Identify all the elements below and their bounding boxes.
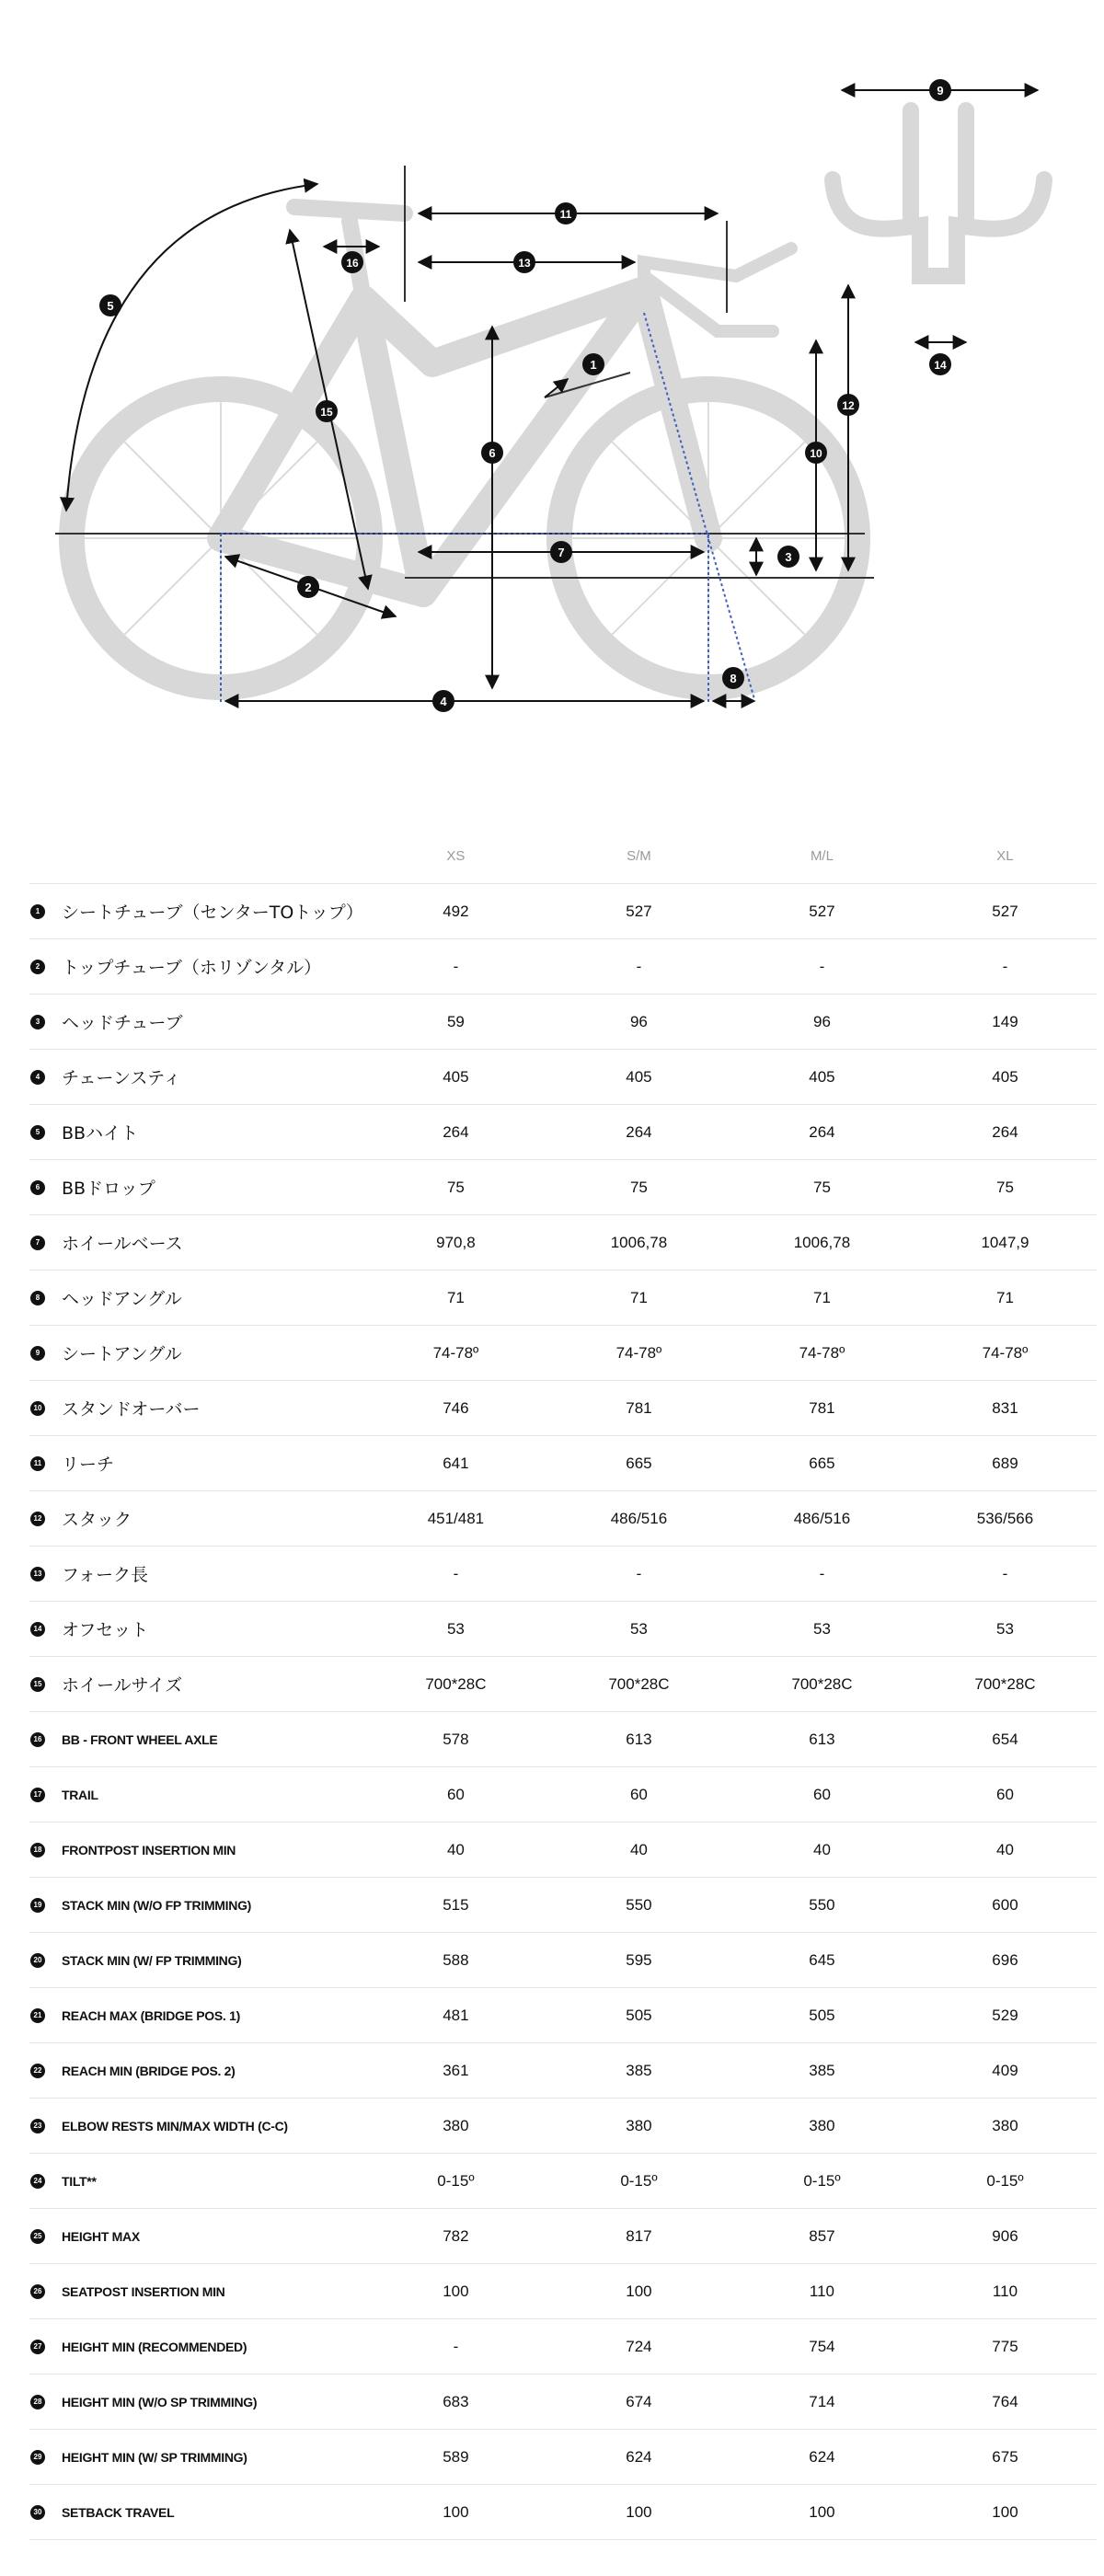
table-cell: 0-15º xyxy=(547,2154,730,2209)
table-cell: 550 xyxy=(730,1878,914,1933)
row-label: FRONTPOST INSERTION MIN xyxy=(62,1842,236,1857)
table-cell: - xyxy=(364,1547,547,1602)
row-label-cell xyxy=(29,1657,364,1712)
geometry-table xyxy=(29,828,1097,2540)
row-number-badge: 10 xyxy=(30,1401,45,1416)
row-number-badge: 20 xyxy=(30,1953,45,1968)
table-cell: 71 xyxy=(730,1271,914,1326)
row-label: ELBOW RESTS MIN/MAX WIDTH (C-C) xyxy=(62,2118,288,2133)
table-cell: 775 xyxy=(914,2319,1097,2375)
table-cell: 700*28C xyxy=(914,1657,1097,1712)
table-row xyxy=(29,1381,1097,1436)
row-number-badge: 17 xyxy=(30,1788,45,1802)
table-row xyxy=(29,1712,1097,1767)
row-number-badge: 8 xyxy=(30,1291,45,1305)
row-number-badge: 26 xyxy=(30,2284,45,2299)
table-cell: 486/516 xyxy=(547,1491,730,1547)
table-cell: 683 xyxy=(364,2375,547,2430)
table-row xyxy=(29,2209,1097,2264)
row-label: HEIGHT MIN (W/O SP TRIMMING) xyxy=(62,2394,258,2409)
table-cell: - xyxy=(364,2319,547,2375)
row-label-cell xyxy=(29,1712,364,1767)
table-cell: 380 xyxy=(364,2099,547,2154)
table-cell: 696 xyxy=(914,1933,1097,1988)
row-label-cell xyxy=(29,1050,364,1105)
row-label: HEIGHT MIN (RECOMMENDED) xyxy=(62,2339,247,2354)
table-cell: 53 xyxy=(364,1602,547,1657)
table-row xyxy=(29,1436,1097,1491)
table-row xyxy=(29,1823,1097,1878)
row-number-badge: 9 xyxy=(30,1346,45,1361)
row-number-badge: 28 xyxy=(30,2395,45,2409)
svg-text:11: 11 xyxy=(559,208,572,221)
table-cell: 527 xyxy=(914,884,1097,939)
size-header-row xyxy=(29,828,1097,884)
row-number-badge: 16 xyxy=(30,1732,45,1747)
table-cell: 595 xyxy=(547,1933,730,1988)
marker-10 xyxy=(805,442,827,464)
table-cell: - xyxy=(730,939,914,995)
table-cell: 550 xyxy=(547,1878,730,1933)
table-cell: 906 xyxy=(914,2209,1097,2264)
table-cell: 624 xyxy=(547,2430,730,2485)
row-number-badge: 14 xyxy=(30,1622,45,1637)
row-number-badge: 5 xyxy=(30,1125,45,1140)
row-label-cell xyxy=(29,939,364,995)
table-cell: 481 xyxy=(364,1988,547,2043)
svg-text:3: 3 xyxy=(785,550,792,564)
marker-11 xyxy=(555,202,577,224)
row-label-cell xyxy=(29,2043,364,2099)
svg-text:6: 6 xyxy=(489,446,496,460)
row-label: フォーク長 xyxy=(62,1565,149,1585)
size-header-xl: XL xyxy=(914,828,1097,884)
table-cell: 613 xyxy=(547,1712,730,1767)
row-label: ヘッドアングル xyxy=(62,1289,182,1309)
row-number-badge: 7 xyxy=(30,1236,45,1250)
row-number-badge: 18 xyxy=(30,1843,45,1857)
row-label-cell xyxy=(29,1823,364,1878)
svg-text:13: 13 xyxy=(518,257,531,270)
table-row xyxy=(29,1491,1097,1547)
table-cell: 527 xyxy=(547,884,730,939)
table-row xyxy=(29,2319,1097,2375)
row-label-cell xyxy=(29,1933,364,1988)
marker-3 xyxy=(777,546,799,568)
table-cell: 75 xyxy=(914,1160,1097,1215)
row-label: BB - FRONT WHEEL AXLE xyxy=(62,1731,218,1747)
row-number-badge: 19 xyxy=(30,1898,45,1913)
row-label: チェーンスティ xyxy=(62,1068,181,1088)
table-cell: 714 xyxy=(730,2375,914,2430)
marker-4 xyxy=(432,690,454,712)
table-cell: 71 xyxy=(364,1271,547,1326)
row-number-badge: 13 xyxy=(30,1567,45,1581)
table-cell: 782 xyxy=(364,2209,547,2264)
table-cell: 654 xyxy=(914,1712,1097,1767)
marker-9 xyxy=(929,79,951,101)
row-label-cell xyxy=(29,1878,364,1933)
table-cell: 75 xyxy=(364,1160,547,1215)
table-cell: 385 xyxy=(547,2043,730,2099)
row-label: オフセット xyxy=(62,1620,149,1640)
svg-text:8: 8 xyxy=(730,672,737,685)
table-cell: 264 xyxy=(730,1105,914,1160)
marker-6 xyxy=(481,442,503,464)
table-cell: 674 xyxy=(547,2375,730,2430)
row-label-cell xyxy=(29,1767,364,1823)
table-cell: 700*28C xyxy=(364,1657,547,1712)
row-number-badge: 29 xyxy=(30,2450,45,2465)
row-number-badge: 21 xyxy=(30,2008,45,2023)
row-label: BBドロップ xyxy=(62,1179,155,1199)
table-cell: - xyxy=(914,1547,1097,1602)
table-row xyxy=(29,2485,1097,2540)
row-label: STACK MIN (W/ FP TRIMMING) xyxy=(62,1952,242,1968)
row-label-cell xyxy=(29,2319,364,2375)
table-cell: 781 xyxy=(730,1381,914,1436)
table-cell: 40 xyxy=(730,1823,914,1878)
row-label: HEIGHT MAX xyxy=(62,2228,140,2244)
table-cell: 515 xyxy=(364,1878,547,1933)
row-number-badge: 25 xyxy=(30,2229,45,2244)
table-cell: 405 xyxy=(914,1050,1097,1105)
size-header-sm: S/M xyxy=(547,828,730,884)
row-label: シートチューブ（センターTOトップ） xyxy=(62,903,363,923)
table-cell: 60 xyxy=(547,1767,730,1823)
table-cell: 100 xyxy=(914,2485,1097,2540)
row-label: TRAIL xyxy=(62,1787,98,1802)
table-cell: 0-15º xyxy=(730,2154,914,2209)
table-row xyxy=(29,1878,1097,1933)
table-cell: 700*28C xyxy=(547,1657,730,1712)
row-number-badge: 11 xyxy=(30,1456,45,1471)
table-row xyxy=(29,1326,1097,1381)
svg-text:12: 12 xyxy=(842,399,855,412)
row-label-cell xyxy=(29,2375,364,2430)
row-label-cell xyxy=(29,884,364,939)
marker-13 xyxy=(513,251,535,273)
svg-text:15: 15 xyxy=(320,406,333,419)
row-label-cell xyxy=(29,2264,364,2319)
marker-16 xyxy=(341,251,363,273)
table-cell: 75 xyxy=(730,1160,914,1215)
table-cell: 641 xyxy=(364,1436,547,1491)
table-cell: 40 xyxy=(547,1823,730,1878)
table-row xyxy=(29,2264,1097,2319)
bike-geometry-diagram xyxy=(0,0,1104,736)
table-row xyxy=(29,1547,1097,1602)
row-number-badge: 15 xyxy=(30,1677,45,1692)
table-row xyxy=(29,1988,1097,2043)
table-row xyxy=(29,1215,1097,1271)
table-cell: 380 xyxy=(547,2099,730,2154)
row-number-badge: 27 xyxy=(30,2340,45,2354)
table-cell: 385 xyxy=(730,2043,914,2099)
row-number-badge: 24 xyxy=(30,2174,45,2189)
table-cell: 110 xyxy=(730,2264,914,2319)
table-cell: 405 xyxy=(730,1050,914,1105)
marker-15 xyxy=(316,400,338,422)
size-header-ml: M/L xyxy=(730,828,914,884)
table-row xyxy=(29,1767,1097,1823)
table-cell: 970,8 xyxy=(364,1215,547,1271)
table-cell: 40 xyxy=(364,1823,547,1878)
table-cell: 0-15º xyxy=(364,2154,547,2209)
table-cell: 53 xyxy=(730,1602,914,1657)
table-cell: 831 xyxy=(914,1381,1097,1436)
table-cell: 53 xyxy=(547,1602,730,1657)
svg-text:5: 5 xyxy=(107,299,114,313)
table-row xyxy=(29,1271,1097,1326)
svg-text:14: 14 xyxy=(934,359,947,372)
row-label-cell xyxy=(29,2209,364,2264)
row-label-cell xyxy=(29,1160,364,1215)
marker-8 xyxy=(722,667,744,689)
table-row xyxy=(29,1105,1097,1160)
table-cell: - xyxy=(730,1547,914,1602)
row-label-cell xyxy=(29,1491,364,1547)
row-label-cell xyxy=(29,1547,364,1602)
marker-2 xyxy=(297,576,319,598)
table-cell: 665 xyxy=(730,1436,914,1491)
row-label-cell xyxy=(29,1988,364,2043)
table-row xyxy=(29,995,1097,1050)
table-cell: 613 xyxy=(730,1712,914,1767)
row-label: BBハイト xyxy=(62,1123,139,1144)
table-cell: 0-15º xyxy=(914,2154,1097,2209)
bike-silhouette xyxy=(72,110,1044,687)
table-cell: 100 xyxy=(547,2485,730,2540)
table-row xyxy=(29,2430,1097,2485)
table-row xyxy=(29,939,1097,995)
row-label: REACH MIN (BRIDGE POS. 2) xyxy=(62,2063,236,2078)
table-cell: 817 xyxy=(547,2209,730,2264)
table-cell: 409 xyxy=(914,2043,1097,2099)
table-cell: 1047,9 xyxy=(914,1215,1097,1271)
row-label-cell xyxy=(29,1105,364,1160)
table-cell: 536/566 xyxy=(914,1491,1097,1547)
table-cell: 380 xyxy=(730,2099,914,2154)
marker-12 xyxy=(837,394,859,416)
table-row xyxy=(29,1602,1097,1657)
svg-text:10: 10 xyxy=(810,447,822,460)
table-cell: 589 xyxy=(364,2430,547,2485)
row-label: HEIGHT MIN (W/ SP TRIMMING) xyxy=(62,2449,247,2465)
table-cell: 529 xyxy=(914,1988,1097,2043)
table-cell: 724 xyxy=(547,2319,730,2375)
marker-14 xyxy=(929,353,951,375)
row-label: REACH MAX (BRIDGE POS. 1) xyxy=(62,2007,240,2023)
table-cell: 75 xyxy=(547,1160,730,1215)
table-cell: 689 xyxy=(914,1436,1097,1491)
row-label-cell xyxy=(29,1326,364,1381)
table-cell: 754 xyxy=(730,2319,914,2375)
table-cell: 96 xyxy=(730,995,914,1050)
table-cell: 74-78º xyxy=(364,1326,547,1381)
table-cell: 60 xyxy=(914,1767,1097,1823)
table-row xyxy=(29,2099,1097,2154)
table-row xyxy=(29,884,1097,939)
row-label-cell xyxy=(29,2154,364,2209)
table-cell: 264 xyxy=(364,1105,547,1160)
row-number-badge: 30 xyxy=(30,2505,45,2520)
table-row xyxy=(29,1657,1097,1712)
table-cell: 746 xyxy=(364,1381,547,1436)
row-number-badge: 4 xyxy=(30,1070,45,1085)
row-number-badge: 1 xyxy=(30,904,45,919)
row-label: シートアングル xyxy=(62,1344,182,1364)
table-cell: 100 xyxy=(547,2264,730,2319)
table-cell: 781 xyxy=(547,1381,730,1436)
table-cell: 60 xyxy=(730,1767,914,1823)
row-label: ホイールサイズ xyxy=(62,1675,183,1696)
svg-text:16: 16 xyxy=(346,257,359,270)
row-label: スタンドオーバー xyxy=(62,1399,201,1420)
table-cell: 578 xyxy=(364,1712,547,1767)
row-label: SETBACK TRAVEL xyxy=(62,2504,175,2520)
table-cell: 100 xyxy=(364,2485,547,2540)
marker-7 xyxy=(550,541,572,563)
svg-text:1: 1 xyxy=(590,358,597,372)
table-cell: 149 xyxy=(914,995,1097,1050)
table-cell: 264 xyxy=(547,1105,730,1160)
row-label-cell xyxy=(29,1271,364,1326)
marker-5 xyxy=(99,294,121,316)
table-cell: 53 xyxy=(914,1602,1097,1657)
header-label-column xyxy=(29,828,364,884)
table-cell: 100 xyxy=(730,2485,914,2540)
table-cell: 486/516 xyxy=(730,1491,914,1547)
row-label-cell xyxy=(29,1381,364,1436)
table-row xyxy=(29,1050,1097,1105)
row-label: ホイールベース xyxy=(62,1234,183,1254)
row-number-badge: 23 xyxy=(30,2119,45,2133)
row-label: ヘッドチューブ xyxy=(62,1013,183,1033)
table-cell: 40 xyxy=(914,1823,1097,1878)
table-cell: 74-78º xyxy=(730,1326,914,1381)
row-number-badge: 22 xyxy=(30,2064,45,2078)
table-cell: 675 xyxy=(914,2430,1097,2485)
row-label-cell xyxy=(29,2430,364,2485)
table-cell: 645 xyxy=(730,1933,914,1988)
table-cell: 505 xyxy=(547,1988,730,2043)
row-label: トップチューブ（ホリゾンタル） xyxy=(62,958,322,978)
table-cell: 665 xyxy=(547,1436,730,1491)
row-label-cell xyxy=(29,2485,364,2540)
row-label: リーチ xyxy=(62,1455,115,1475)
svg-text:2: 2 xyxy=(305,581,312,594)
table-cell: 624 xyxy=(730,2430,914,2485)
table-cell: - xyxy=(364,939,547,995)
row-label: STACK MIN (W/O FP TRIMMING) xyxy=(62,1897,252,1913)
table-cell: 588 xyxy=(364,1933,547,1988)
svg-text:7: 7 xyxy=(558,546,565,559)
row-label-cell xyxy=(29,995,364,1050)
table-cell: 264 xyxy=(914,1105,1097,1160)
table-cell: 451/481 xyxy=(364,1491,547,1547)
table-cell: 492 xyxy=(364,884,547,939)
table-row xyxy=(29,2154,1097,2209)
table-cell: 96 xyxy=(547,995,730,1050)
row-label-cell xyxy=(29,1436,364,1491)
table-row xyxy=(29,2375,1097,2430)
table-cell: 405 xyxy=(547,1050,730,1105)
table-cell: 361 xyxy=(364,2043,547,2099)
table-cell: - xyxy=(547,939,730,995)
table-cell: 59 xyxy=(364,995,547,1050)
row-label: スタック xyxy=(62,1510,132,1530)
marker-1 xyxy=(582,353,604,375)
row-label-cell xyxy=(29,1602,364,1657)
table-cell: 71 xyxy=(914,1271,1097,1326)
table-cell: 1006,78 xyxy=(547,1215,730,1271)
row-number-badge: 12 xyxy=(30,1512,45,1526)
table-cell: - xyxy=(914,939,1097,995)
table-cell: 600 xyxy=(914,1878,1097,1933)
row-number-badge: 2 xyxy=(30,960,45,974)
table-cell: 527 xyxy=(730,884,914,939)
table-cell: 380 xyxy=(914,2099,1097,2154)
svg-text:4: 4 xyxy=(440,695,447,708)
table-cell: 74-78º xyxy=(914,1326,1097,1381)
table-cell: 857 xyxy=(730,2209,914,2264)
table-cell: 764 xyxy=(914,2375,1097,2430)
table-row xyxy=(29,2043,1097,2099)
table-cell: - xyxy=(547,1547,730,1602)
aerobar-cockpit xyxy=(644,248,791,331)
frame xyxy=(221,290,708,593)
table-cell: 405 xyxy=(364,1050,547,1105)
row-label: SEATPOST INSERTION MIN xyxy=(62,2283,225,2299)
table-cell: 700*28C xyxy=(730,1657,914,1712)
row-label: TILT** xyxy=(62,2173,97,2189)
table-cell: 71 xyxy=(547,1271,730,1326)
row-label-cell xyxy=(29,1215,364,1271)
table-cell: 1006,78 xyxy=(730,1215,914,1271)
row-label-cell xyxy=(29,2099,364,2154)
table-cell: 505 xyxy=(730,1988,914,2043)
table-cell: 60 xyxy=(364,1767,547,1823)
table-row xyxy=(29,1160,1097,1215)
table-cell: 74-78º xyxy=(547,1326,730,1381)
table-cell: 100 xyxy=(364,2264,547,2319)
row-number-badge: 3 xyxy=(30,1015,45,1029)
svg-text:9: 9 xyxy=(937,84,944,98)
row-number-badge: 6 xyxy=(30,1180,45,1195)
cockpit-front-view xyxy=(833,110,1044,276)
table-cell: 110 xyxy=(914,2264,1097,2319)
table-row xyxy=(29,1933,1097,1988)
size-header-xs: XS xyxy=(364,828,547,884)
